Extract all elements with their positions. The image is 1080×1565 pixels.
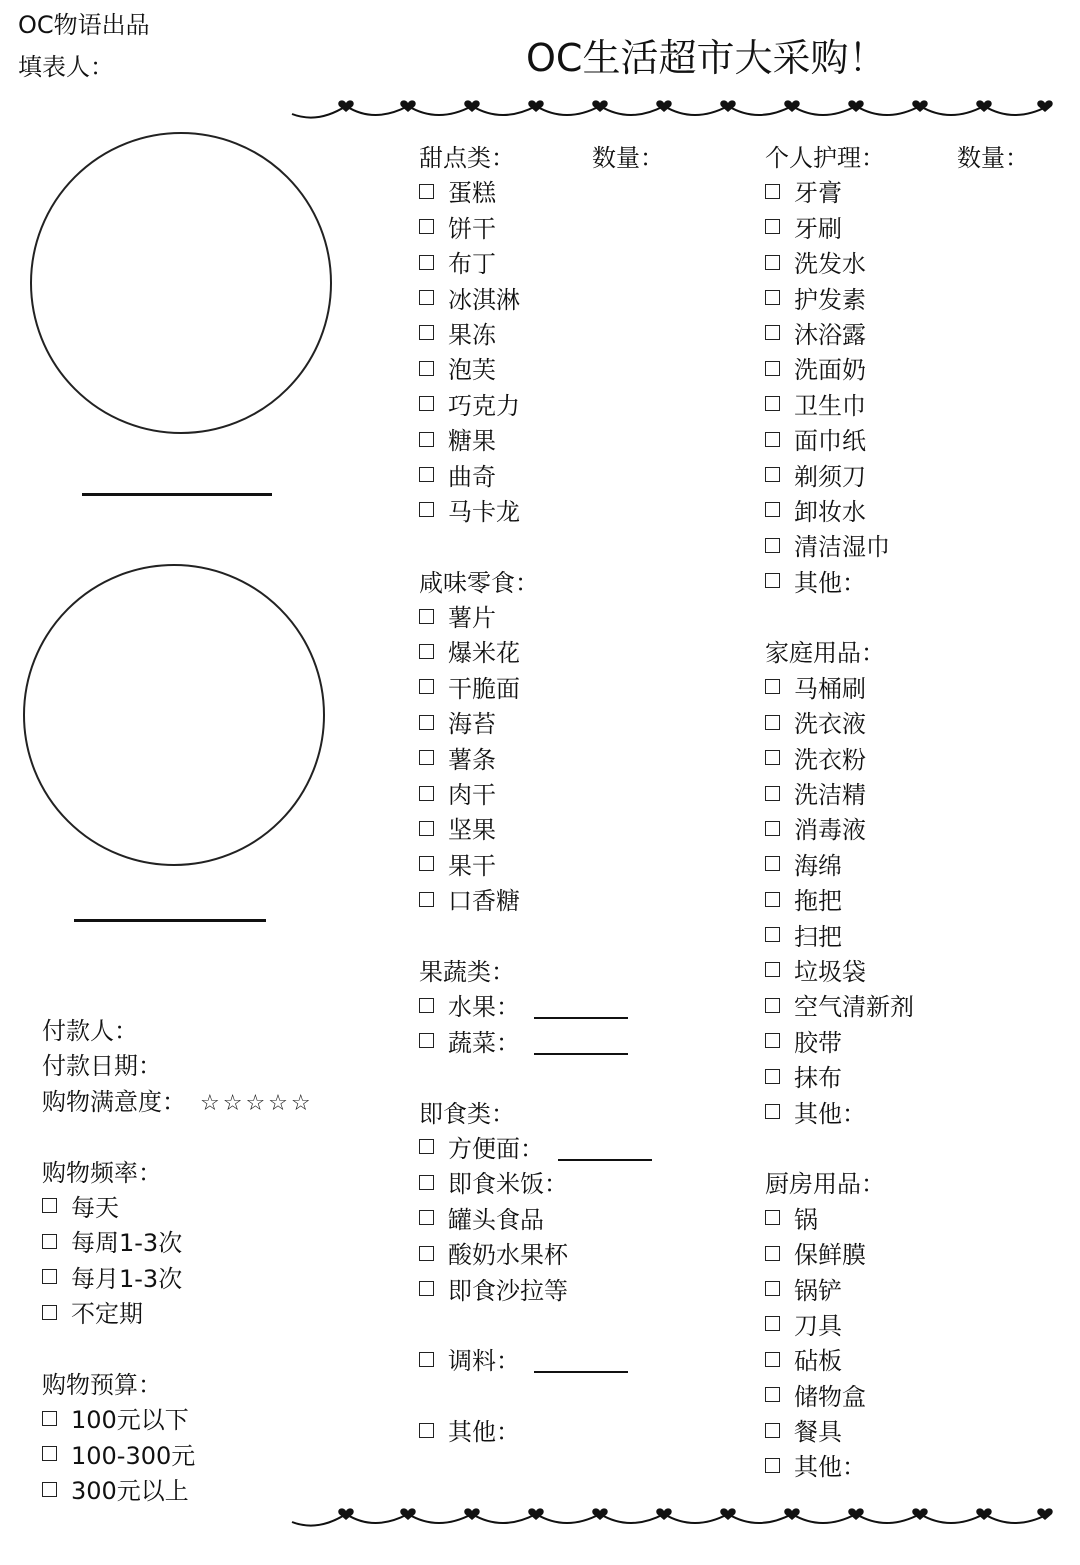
checklist-item-label: 肉干 — [448, 781, 496, 810]
photo-circle-2[interactable] — [23, 564, 325, 866]
checkbox[interactable] — [765, 1316, 780, 1331]
checklist-item-label: 100-300元 — [71, 1441, 196, 1470]
checklist-item[interactable] — [765, 920, 1029, 955]
checkbox[interactable] — [419, 679, 434, 694]
checklist-item-label: 卫生巾 — [794, 391, 866, 420]
checklist-item[interactable] — [765, 247, 1029, 282]
checkbox[interactable] — [765, 573, 780, 588]
name-line-2[interactable] — [74, 919, 266, 922]
sweets-label: 甜点类： — [419, 144, 515, 172]
savory-label: 咸味零食： — [419, 568, 539, 597]
checkbox[interactable] — [765, 1210, 780, 1225]
checklist-item[interactable] — [42, 1262, 314, 1297]
payment-section — [42, 1014, 314, 1509]
instant-label: 即食类： — [419, 1099, 515, 1128]
checklist-item[interactable] — [42, 1439, 314, 1474]
checklist-item-label: 爆米花 — [448, 639, 520, 668]
checklist-item[interactable] — [419, 1203, 664, 1238]
other-middle-item[interactable] — [419, 1415, 664, 1450]
checklist-item[interactable] — [765, 1203, 1029, 1238]
checklist-item[interactable] — [419, 672, 664, 707]
checkbox[interactable] — [765, 856, 780, 871]
budget-label: 购物预算： — [42, 1370, 162, 1399]
checkbox[interactable] — [765, 1352, 780, 1367]
checkbox[interactable] — [765, 502, 780, 517]
checklist-item[interactable] — [419, 1167, 664, 1202]
checklist-item[interactable] — [765, 1061, 1029, 1096]
checkbox[interactable] — [42, 1269, 57, 1284]
checkbox[interactable] — [765, 538, 780, 553]
checklist-item[interactable] — [419, 743, 664, 778]
care-label: 个人护理： — [765, 144, 885, 172]
checklist-item-label: 消毒液 — [794, 816, 866, 845]
checklist-item[interactable] — [765, 424, 1029, 459]
checkbox[interactable] — [419, 1352, 434, 1367]
checklist-item[interactable] — [419, 990, 664, 1025]
checklist-item[interactable] — [42, 1403, 314, 1438]
photo-circle-1[interactable] — [30, 132, 332, 434]
heart-border-top — [288, 92, 1058, 128]
checklist-item[interactable] — [765, 1380, 1029, 1415]
checkbox[interactable] — [765, 786, 780, 801]
satisfaction-label: 购物满意度： — [42, 1087, 186, 1116]
checkbox[interactable] — [419, 467, 434, 482]
checklist-item-label: 蔬菜： — [448, 1028, 520, 1057]
checklist-item-label: 坚果 — [448, 816, 496, 845]
payer-label: 付款人： — [42, 1017, 138, 1045]
checklist-item-label: 蛋糕 — [448, 179, 496, 208]
checkbox[interactable] — [419, 644, 434, 659]
fill-line[interactable] — [558, 1159, 652, 1161]
checkbox[interactable] — [765, 396, 780, 411]
checklist-item-label: 巧克力 — [448, 391, 520, 420]
kitchen-label: 厨房用品： — [765, 1170, 885, 1199]
other-middle-label: 其他： — [448, 1418, 520, 1447]
checklist-item-label: 曲奇 — [448, 462, 496, 491]
checkbox[interactable] — [419, 786, 434, 801]
checklist-item-label: 薯条 — [448, 745, 496, 774]
checkbox[interactable] — [765, 219, 780, 234]
checkbox[interactable] — [765, 1069, 780, 1084]
checklist-item-label: 洗衣粉 — [794, 745, 866, 774]
checklist-item-label: 其他： — [794, 1099, 866, 1128]
checkbox[interactable] — [419, 432, 434, 447]
checklist-item[interactable] — [419, 849, 664, 884]
checkbox[interactable] — [419, 750, 434, 765]
checklist-item-label: 锅铲 — [794, 1276, 842, 1305]
checklist-item-label: 拖把 — [794, 887, 842, 916]
checklist-item[interactable] — [42, 1474, 314, 1509]
checklist-item[interactable] — [765, 283, 1029, 318]
checklist-item-label: 即食沙拉等 — [448, 1276, 568, 1305]
checklist-item[interactable] — [765, 530, 1029, 565]
checkbox[interactable] — [42, 1411, 57, 1426]
frequency-label: 购物频率： — [42, 1158, 162, 1187]
checklist-item[interactable] — [419, 1274, 664, 1309]
checkbox[interactable] — [419, 998, 434, 1013]
checklist-item-label: 抹布 — [794, 1064, 842, 1093]
right-column — [765, 141, 1029, 1486]
checklist-item[interactable] — [419, 495, 664, 530]
checkbox[interactable] — [765, 927, 780, 942]
checklist-item[interactable] — [765, 566, 1029, 601]
checklist-item-label: 糖果 — [448, 427, 496, 456]
checkbox[interactable] — [765, 1104, 780, 1119]
sweets-header — [419, 141, 664, 176]
checkbox[interactable] — [419, 219, 434, 234]
checklist-item-label: 300元以上 — [71, 1477, 189, 1506]
checkbox[interactable] — [419, 609, 434, 624]
checklist-item[interactable] — [419, 884, 664, 919]
checkbox[interactable] — [419, 184, 434, 199]
checklist-item[interactable] — [419, 389, 664, 424]
checklist-item-label: 其他： — [794, 1453, 866, 1482]
checklist-item[interactable] — [765, 1274, 1029, 1309]
checklist-item-label: 100元以下 — [71, 1406, 189, 1435]
checklist-item[interactable] — [419, 636, 664, 671]
checkbox[interactable] — [765, 1281, 780, 1296]
checklist-item[interactable] — [765, 176, 1029, 211]
checkbox[interactable] — [419, 1210, 434, 1225]
checklist-item[interactable] — [765, 990, 1029, 1025]
checklist-item-label: 薯片 — [448, 604, 496, 633]
checkbox[interactable] — [419, 715, 434, 730]
checklist-item-label: 布丁 — [448, 250, 496, 279]
checklist-item[interactable] — [419, 318, 664, 353]
checklist-item-label: 刀具 — [794, 1311, 842, 1340]
checklist-item[interactable] — [419, 1238, 664, 1273]
checklist-item-label: 保鲜膜 — [794, 1241, 866, 1270]
checklist-item[interactable] — [765, 1309, 1029, 1344]
checkbox[interactable] — [765, 962, 780, 977]
checklist-item-label: 每天 — [71, 1193, 119, 1222]
brand-label: OC物语出品 — [18, 11, 150, 39]
checklist-item[interactable] — [765, 778, 1029, 813]
checklist-item[interactable] — [765, 884, 1029, 919]
checklist-item[interactable] — [765, 460, 1029, 495]
checkbox[interactable] — [765, 1387, 780, 1402]
checklist-item[interactable] — [419, 1026, 664, 1061]
checkbox[interactable] — [765, 1458, 780, 1473]
satisfaction-row — [42, 1085, 314, 1120]
checkbox[interactable] — [42, 1482, 57, 1497]
name-line-1[interactable] — [82, 493, 272, 496]
checkbox[interactable] — [765, 325, 780, 340]
checklist-item-label: 洗发水 — [794, 250, 866, 279]
checklist-item[interactable] — [419, 283, 664, 318]
checklist-item-label: 口香糖 — [448, 887, 520, 916]
instant-list — [419, 1132, 664, 1309]
checkbox[interactable] — [765, 432, 780, 447]
page-title: OC生活超市大采购！ — [526, 36, 887, 80]
checklist-item[interactable] — [765, 495, 1029, 530]
checklist-item[interactable] — [765, 1344, 1029, 1379]
checkbox[interactable] — [419, 1246, 434, 1261]
checkbox[interactable] — [765, 892, 780, 907]
checklist-item-label: 每月1-3次 — [71, 1264, 183, 1293]
checklist-item-label: 马桶刷 — [794, 674, 866, 703]
checklist-item[interactable] — [765, 389, 1029, 424]
checkbox[interactable] — [419, 361, 434, 376]
checklist-item[interactable] — [765, 955, 1029, 990]
checklist-item[interactable] — [765, 1450, 1029, 1485]
checklist-item[interactable] — [42, 1226, 314, 1261]
checklist-item[interactable] — [765, 212, 1029, 247]
checklist-item[interactable] — [419, 353, 664, 388]
checkbox[interactable] — [765, 467, 780, 482]
checklist-item-label: 罐头食品 — [448, 1205, 544, 1234]
checklist-item-label: 牙膏 — [794, 179, 842, 208]
checklist-item[interactable] — [765, 743, 1029, 778]
checklist-item[interactable] — [765, 1238, 1029, 1273]
checklist-item-label: 卸妆水 — [794, 497, 866, 526]
checkbox[interactable] — [765, 1033, 780, 1048]
checklist-item[interactable] — [419, 813, 664, 848]
checkbox[interactable] — [419, 1033, 434, 1048]
checklist-item-label: 海苔 — [448, 710, 496, 739]
checklist-item-label: 砧板 — [794, 1347, 842, 1376]
sweets-qty-label: 数量： — [592, 144, 664, 172]
fill-line[interactable] — [534, 1053, 628, 1055]
checkbox[interactable] — [765, 184, 780, 199]
checklist-item[interactable] — [419, 460, 664, 495]
checkbox[interactable] — [419, 325, 434, 340]
checklist-item[interactable] — [419, 176, 664, 211]
checklist-item-label: 垃圾袋 — [794, 957, 866, 986]
middle-column — [419, 141, 664, 1450]
checklist-item[interactable] — [765, 849, 1029, 884]
checkbox[interactable] — [765, 361, 780, 376]
checklist-item-label: 酸奶水果杯 — [448, 1241, 568, 1270]
checklist-item-label: 空气清新剂 — [794, 993, 914, 1022]
checklist-item-label: 沐浴露 — [794, 320, 866, 349]
payment-date-label: 付款日期： — [42, 1052, 162, 1081]
checkbox[interactable] — [419, 1423, 434, 1438]
checklist-item-label: 清洁湿巾 — [794, 533, 890, 562]
checkbox[interactable] — [765, 255, 780, 270]
checklist-item[interactable] — [765, 1415, 1029, 1450]
seasoning-item[interactable] — [419, 1344, 664, 1379]
sweets-list — [419, 176, 664, 530]
checklist-item-label: 储物盒 — [794, 1382, 866, 1411]
checklist-item[interactable] — [42, 1191, 314, 1226]
checklist-item[interactable] — [419, 778, 664, 813]
seasoning-label: 调料： — [448, 1347, 520, 1376]
checkbox[interactable] — [765, 290, 780, 305]
frequency-options — [42, 1191, 314, 1333]
checkbox[interactable] — [765, 715, 780, 730]
checklist-item-label: 方便面： — [448, 1134, 544, 1163]
household-label: 家庭用品： — [765, 639, 885, 668]
checklist-item[interactable] — [765, 672, 1029, 707]
checklist-item-label: 洗面奶 — [794, 356, 866, 385]
checkbox[interactable] — [765, 750, 780, 765]
checkbox[interactable] — [419, 1281, 434, 1296]
checkbox[interactable] — [419, 821, 434, 836]
checklist-item-label: 水果： — [448, 993, 520, 1022]
checkbox[interactable] — [765, 821, 780, 836]
checklist-item[interactable] — [765, 1097, 1029, 1132]
household-list — [765, 672, 1029, 1132]
checklist-item[interactable] — [42, 1297, 314, 1332]
checklist-item-label: 马卡龙 — [448, 497, 520, 526]
checkbox[interactable] — [42, 1198, 57, 1213]
checkbox[interactable] — [765, 1423, 780, 1438]
checklist-item-label: 不定期 — [71, 1300, 143, 1329]
fill-line[interactable] — [534, 1017, 628, 1019]
checkbox[interactable] — [765, 998, 780, 1013]
checklist-item-label: 其他： — [794, 568, 866, 597]
checklist-item-label: 即食米饭： — [448, 1170, 568, 1199]
checkbox[interactable] — [419, 856, 434, 871]
checklist-item[interactable] — [419, 1132, 664, 1167]
savory-list — [419, 601, 664, 920]
checkbox[interactable] — [419, 396, 434, 411]
produce-label: 果蔬类： — [419, 957, 515, 986]
checklist-item[interactable] — [765, 707, 1029, 742]
checklist-item-label: 每周1-3次 — [71, 1229, 183, 1258]
checklist-item[interactable] — [765, 813, 1029, 848]
checklist-item-label: 果冻 — [448, 320, 496, 349]
checklist-item-label: 洗衣液 — [794, 710, 866, 739]
checkbox[interactable] — [419, 1139, 434, 1154]
checklist-item-label: 泡芙 — [448, 356, 496, 385]
care-header — [765, 141, 1029, 176]
checkbox[interactable] — [419, 892, 434, 907]
star-rating[interactable]: ☆☆☆☆☆ — [200, 1090, 314, 1116]
checklist-item[interactable] — [419, 212, 664, 247]
checklist-item[interactable] — [765, 353, 1029, 388]
checklist-item-label: 果干 — [448, 851, 496, 880]
checkbox[interactable] — [42, 1305, 57, 1320]
checklist-item-label: 扫把 — [794, 922, 842, 951]
checklist-item-label: 面巾纸 — [794, 427, 866, 456]
checkbox[interactable] — [765, 1246, 780, 1261]
checklist-item-label: 锅 — [794, 1205, 818, 1234]
checklist-item[interactable] — [419, 707, 664, 742]
checklist-item-label: 干脆面 — [448, 674, 520, 703]
checklist-item-label: 护发素 — [794, 285, 866, 314]
checkbox[interactable] — [419, 255, 434, 270]
produce-list — [419, 990, 664, 1061]
checkbox[interactable] — [765, 679, 780, 694]
checklist-item-label: 冰淇淋 — [448, 285, 520, 314]
fill-line[interactable] — [534, 1371, 628, 1373]
checklist-item-label: 胶带 — [794, 1028, 842, 1057]
care-qty-label: 数量： — [957, 144, 1029, 172]
checkbox[interactable] — [42, 1446, 57, 1461]
checklist-item[interactable] — [419, 601, 664, 636]
checklist-item-label: 饼干 — [448, 214, 496, 243]
checklist-item[interactable] — [419, 247, 664, 282]
budget-options — [42, 1403, 314, 1509]
checklist-item-label: 剃须刀 — [794, 462, 866, 491]
heart-border-bottom — [288, 1500, 1058, 1536]
checklist-item-label: 洗洁精 — [794, 781, 866, 810]
checkbox[interactable] — [419, 290, 434, 305]
checklist-item[interactable] — [765, 1026, 1029, 1061]
checklist-item-label: 牙刷 — [794, 214, 842, 243]
checklist-item[interactable] — [419, 424, 664, 459]
filler-label: 填表人： — [18, 53, 114, 81]
checklist-item-label: 海绵 — [794, 851, 842, 880]
checklist-item-label: 餐具 — [794, 1418, 842, 1447]
checkbox[interactable] — [42, 1234, 57, 1249]
checklist-item[interactable] — [765, 318, 1029, 353]
checkbox[interactable] — [419, 1175, 434, 1190]
care-list — [765, 176, 1029, 601]
checkbox[interactable] — [419, 502, 434, 517]
kitchen-list — [765, 1203, 1029, 1486]
